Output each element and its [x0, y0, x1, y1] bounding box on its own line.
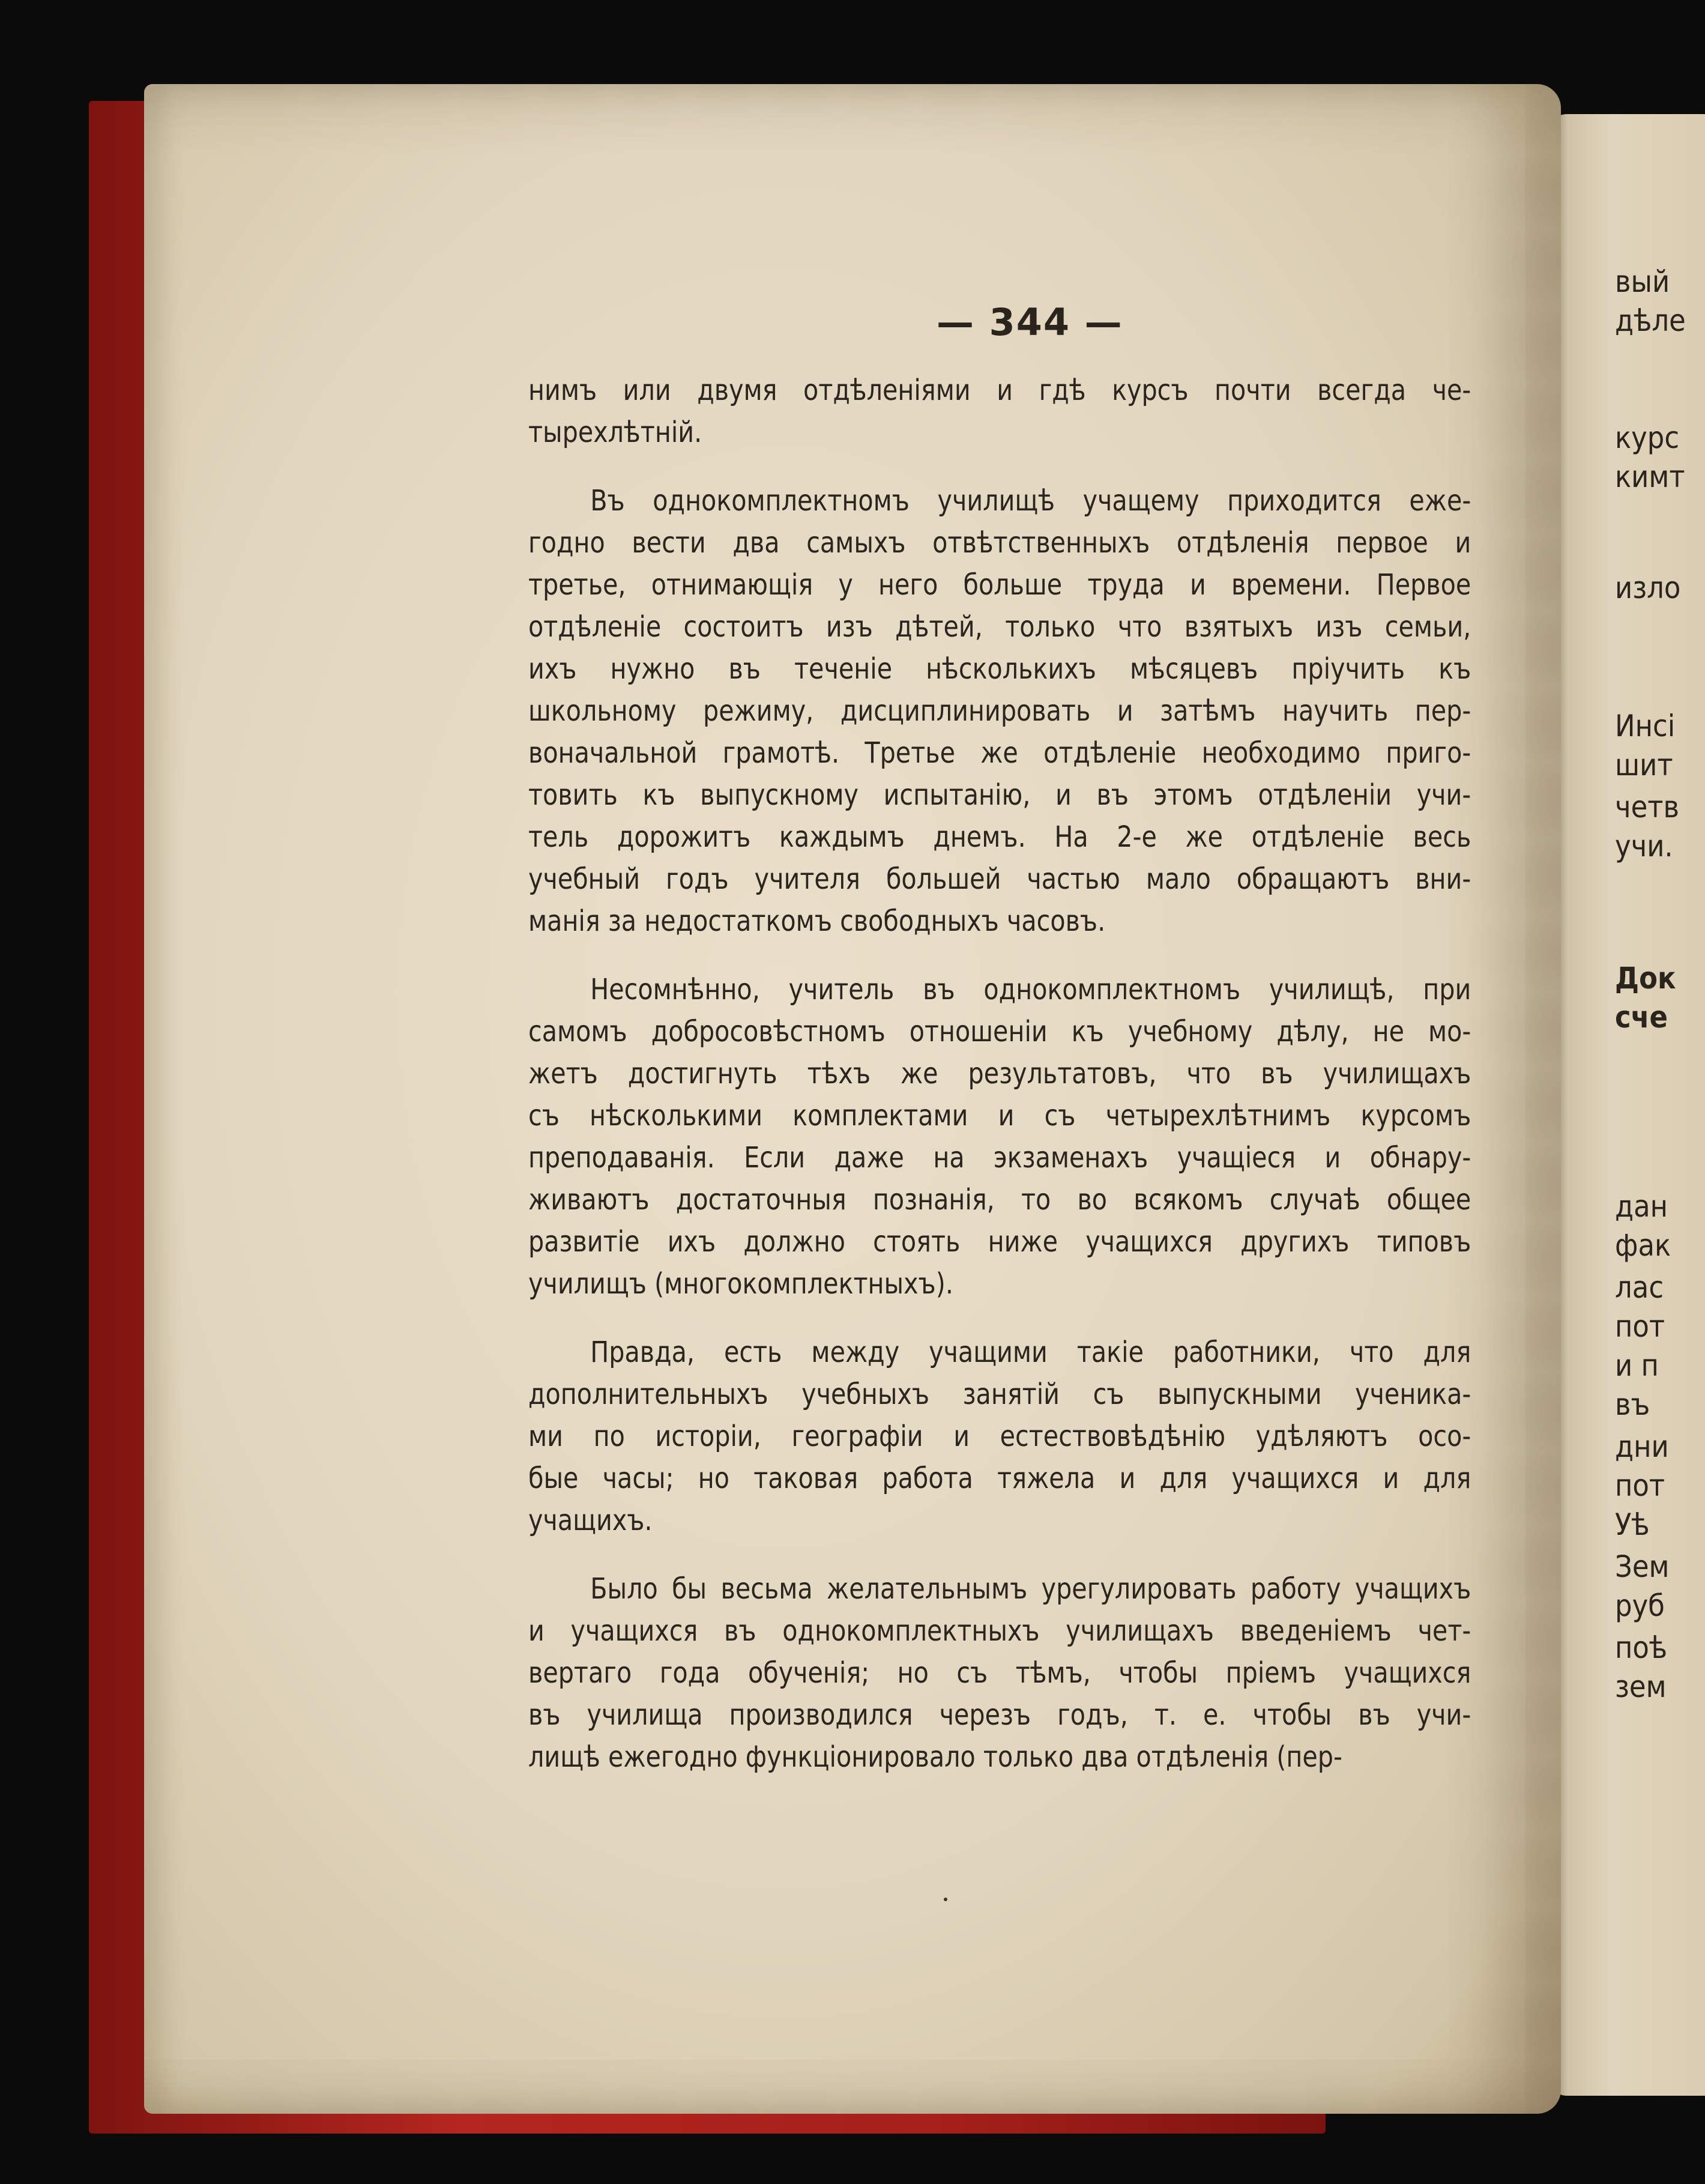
text-line: вертаго года обученія; но съ тѣмъ, чтобы пріемъ учащихся [528, 1656, 1471, 1690]
facing-page-fragment: и п [1615, 1348, 1659, 1383]
text-line: съ нѣсколькими комплектами и съ четырехлѣтнимъ курсомъ [528, 1099, 1471, 1133]
facing-page-fragment: пот [1615, 1468, 1665, 1503]
text-line: третье, отнимающія у него больше труда и времени. Первое [528, 568, 1471, 602]
text-line: учебный годъ учителя большей частью мало обращаютъ вни- [528, 862, 1471, 896]
text-line: живаютъ достаточныя познанія, то во всякомъ случаѣ общее [528, 1183, 1471, 1217]
facing-page-fragment: дѣле [1615, 303, 1686, 338]
text-line: тырехлѣтній. [528, 416, 702, 449]
text-line: товить къ выпускному испытанію, и въ этомъ отдѣленіи учи- [528, 778, 1471, 812]
page-number: — 344 — [937, 300, 1123, 344]
text-line: развитіе ихъ должно стоять ниже учащихся другихъ типовъ [528, 1225, 1471, 1259]
text-line: лищѣ ежегодно функціонировало только два отдѣленія (пер- [528, 1740, 1342, 1774]
text-line: отдѣленіе состоитъ изъ дѣтей, только что взятыхъ изъ семьи, [528, 610, 1471, 644]
facing-page-fragment: Уѣ [1615, 1507, 1650, 1542]
facing-page-fragment: сче [1615, 1000, 1668, 1035]
page-speck [944, 1898, 947, 1901]
facing-page-fragment: руб [1615, 1588, 1665, 1623]
facing-page-fragment: вый [1615, 264, 1670, 299]
facing-page-fragment: фак [1615, 1228, 1671, 1263]
text-line: дополнительныхъ учебныхъ занятій съ выпускными ученика- [528, 1378, 1471, 1411]
text-line: самомъ добросовѣстномъ отношеніи къ учебному дѣлу, не мо- [528, 1015, 1471, 1048]
text-line: школьному режиму, дисциплинировать и затѣмъ научить пер- [528, 694, 1471, 728]
text-line: училищъ (многокомплектныхъ). [528, 1267, 953, 1301]
facing-page-fragment: поѣ [1615, 1630, 1668, 1665]
text-line: Было бы весьма желательнымъ урегулировать работу учащихъ [590, 1572, 1471, 1606]
facing-page-fragment: курс [1615, 420, 1680, 455]
facing-page-fragment: пот [1615, 1309, 1665, 1344]
facing-page-fragment: кимт [1615, 459, 1685, 494]
text-line: ихъ нужно въ теченіе нѣсколькихъ мѣсяцевъ пріучить къ [528, 652, 1471, 686]
facing-page-fragment: Инсі [1615, 709, 1676, 743]
text-line: учащихъ. [528, 1504, 653, 1537]
text-line: нимъ или двумя отдѣленіями и гдѣ курсъ почти всегда че- [528, 374, 1471, 407]
text-line: Несомнѣнно, учитель въ однокомплектномъ училищѣ, при [590, 973, 1471, 1006]
facing-page-fragment: Зем [1615, 1549, 1670, 1584]
text-line: Въ однокомплектномъ училищѣ учащему приходится еже- [590, 484, 1471, 518]
text-line: годно вести два самыхъ отвѣтственныхъ отдѣленія первое и [528, 526, 1471, 560]
text-line: Правда, есть между учащими такіе работники, что для [590, 1336, 1471, 1369]
facing-page-fragment: учи. [1615, 829, 1673, 864]
text-line: и учащихся въ однокомплектныхъ училищахъ введеніемъ чет- [528, 1614, 1471, 1648]
text-line: жетъ достигнуть тѣхъ же результатовъ, что въ училищахъ [528, 1057, 1471, 1090]
text-line: тель дорожитъ каждымъ днемъ. На 2-е же отдѣленіе весь [528, 820, 1471, 854]
text-line: воначальной грамотѣ. Третье же отдѣленіе необходимо приго- [528, 736, 1471, 770]
facing-page-fragment: дан [1615, 1189, 1668, 1224]
text-line: манія за недостаткомъ свободныхъ часовъ. [528, 904, 1106, 938]
facing-page-fragment: зем [1615, 1669, 1667, 1704]
text-line: въ училища производился черезъ годъ, т. е. чтобы въ учи- [528, 1698, 1471, 1732]
facing-page-fragment: дни [1615, 1429, 1669, 1464]
facing-page-fragment: четв [1615, 790, 1679, 824]
facing-page-fragment: въ [1615, 1387, 1650, 1422]
facing-page [1549, 114, 1705, 2096]
facing-page-fragment: шит [1615, 748, 1673, 782]
facing-page-fragment: лас [1615, 1270, 1664, 1305]
facing-page-fragment: изло [1615, 570, 1681, 605]
text-line: преподаванія. Если даже на экзаменахъ учащіеся и обнару- [528, 1141, 1471, 1175]
text-line: ми по исторіи, географіи и естествовѣдѣнію удѣляютъ осо- [528, 1420, 1471, 1453]
text-line: бые часы; но таковая работа тяжела и для учащихся и для [528, 1462, 1471, 1495]
facing-page-fragment: Док [1615, 961, 1676, 996]
